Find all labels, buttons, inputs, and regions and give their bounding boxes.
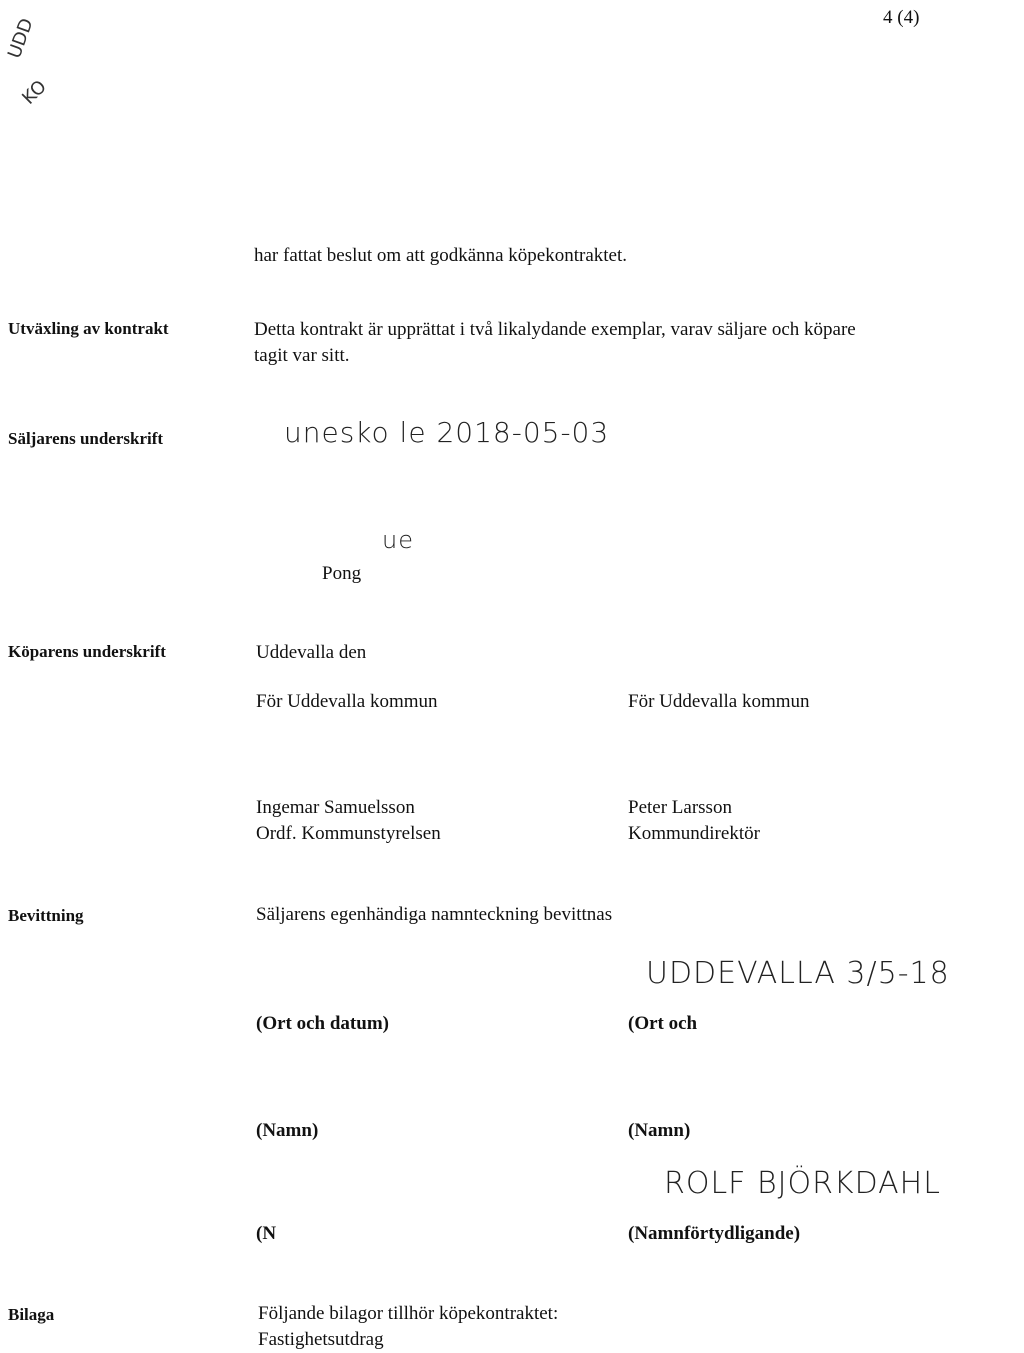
- attachments-text: Följande bilagor tillhör köpekontraktet:: [258, 1303, 559, 1324]
- witness-left-name-label: (Namn): [256, 1120, 319, 1141]
- seller-handwritten-place-date: unesko le 2018-05-03: [284, 416, 610, 449]
- buyer-right-title: Kommundirektör: [628, 823, 760, 844]
- corner-stamp: [4, 15, 74, 130]
- buyer-left-name: Ingemar Samuelsson: [256, 797, 415, 818]
- seller-name: Pong: [322, 563, 362, 584]
- witness-left-place-date-label: (Ort och datum): [256, 1013, 389, 1034]
- page-number: 4 (4): [883, 7, 920, 28]
- seller-signature-label: Säljarens underskrift: [8, 429, 164, 448]
- buyer-signature-label: Köparens underskrift: [8, 642, 166, 661]
- witness-right-place-date-label: (Ort och: [628, 1013, 698, 1034]
- seller-initials: ue: [382, 526, 414, 554]
- exchange-label: Utväxling av kontrakt: [8, 319, 169, 338]
- buyer-right-for-text: För Uddevalla kommun: [628, 691, 810, 712]
- attachments-item: Fastighetsutdrag: [258, 1329, 384, 1350]
- buyer-right-name: Peter Larsson: [628, 797, 732, 818]
- buyer-left-for-text: För Uddevalla kommun: [256, 691, 438, 712]
- corner-stamp-text-2: KO: [18, 76, 51, 109]
- corner-stamp-text-1: UDD: [4, 15, 38, 62]
- witness-handwritten-place-date: UDDEVALLA 3/5-18: [646, 956, 950, 991]
- witness-label: Bevittning: [8, 906, 84, 925]
- witness-handwritten-clarification: ROLF BJÖRKDAHL: [664, 1166, 941, 1201]
- intro-text: har fattat beslut om att godkänna köpekontraktet.: [254, 245, 628, 266]
- witness-text: Säljarens egenhändiga namnteckning bevittnas: [256, 904, 613, 925]
- exchange-text-line-2: tagit var sitt.: [254, 345, 350, 366]
- buyer-place-text: Uddevalla den: [256, 642, 367, 663]
- exchange-text-line-1: Detta kontrakt är upprättat i två likalydande exemplar, varav säljare och köpare: [254, 319, 856, 340]
- attachments-label: Bilaga: [8, 1305, 55, 1324]
- witness-left-clarification-label: (N: [256, 1223, 277, 1244]
- witness-right-clarification-label: (Namnförtydligande): [628, 1223, 801, 1244]
- buyer-left-title: Ordf. Kommunstyrelsen: [256, 823, 441, 844]
- witness-right-name-label: (Namn): [628, 1120, 691, 1141]
